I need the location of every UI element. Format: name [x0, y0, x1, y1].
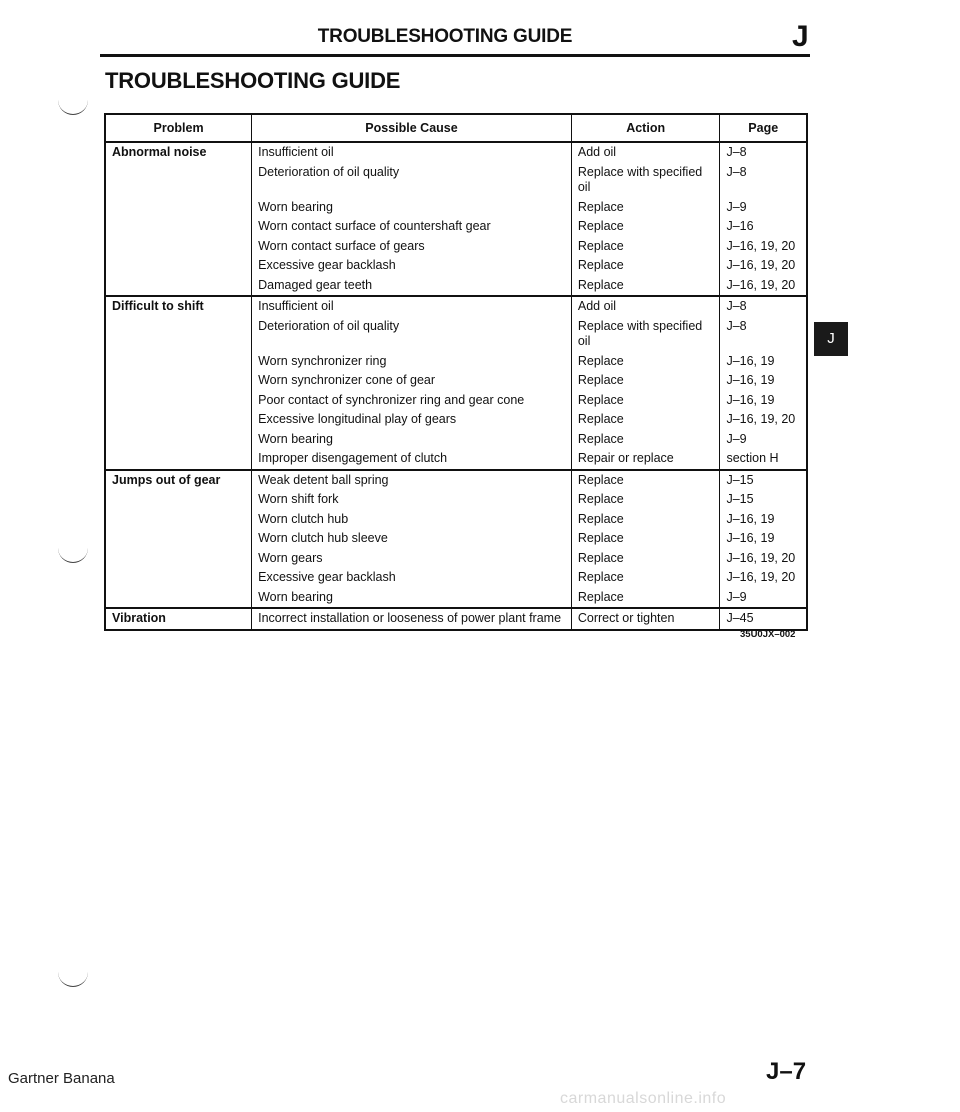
action-cell: Correct or tighten — [571, 608, 720, 630]
column-header-possible-cause: Possible Cause — [252, 114, 572, 142]
page-ref-cell: J–16, 19, 20 — [720, 276, 807, 297]
page-ref-cell: J–16, 19, 20 — [720, 256, 807, 276]
problem-cell: Abnormal noise — [105, 142, 252, 296]
action-cell: Replace — [571, 256, 720, 276]
column-header-problem: Problem — [105, 114, 252, 142]
page-ref-cell: J–16, 19, 20 — [720, 549, 807, 569]
action-cell: Replace — [571, 276, 720, 297]
action-cell: Replace — [571, 352, 720, 372]
page-ref-cell: J–8 — [720, 296, 807, 317]
troubleshooting-table — [104, 113, 808, 631]
page-ref-cell: J–15 — [720, 470, 807, 491]
action-cell: Replace — [571, 198, 720, 218]
action-cell: Replace — [571, 217, 720, 237]
table-row — [105, 142, 807, 163]
action-cell: Replace with specified oil — [571, 163, 720, 198]
possible-cause-cell: Deterioration of oil quality — [252, 163, 572, 198]
possible-cause-cell: Weak detent ball spring — [252, 470, 572, 491]
page-ref-cell: J–15 — [720, 490, 807, 510]
page-ref-cell: J–8 — [720, 163, 807, 198]
page-ref-cell: J–16 — [720, 217, 807, 237]
problem-cell: Jumps out of gear — [105, 470, 252, 609]
table-row — [105, 470, 807, 491]
margin-binding-mark — [58, 100, 88, 115]
table-body — [105, 142, 807, 630]
action-cell: Replace — [571, 410, 720, 430]
margin-binding-mark — [58, 548, 88, 563]
possible-cause-cell: Improper disengagement of clutch — [252, 449, 572, 470]
header-title: TROUBLESHOOTING GUIDE — [317, 26, 573, 47]
page-ref-cell: J–16, 19 — [720, 529, 807, 549]
section-tab: J — [814, 322, 848, 356]
possible-cause-cell: Worn shift fork — [252, 490, 572, 510]
page-ref-cell: J–16, 19 — [720, 391, 807, 411]
possible-cause-cell: Excessive gear backlash — [252, 256, 572, 276]
action-cell: Replace — [571, 568, 720, 588]
page-ref-cell: J–16, 19 — [720, 352, 807, 372]
possible-cause-cell: Incorrect installation or looseness of power plant frame — [252, 608, 572, 630]
table-row — [105, 296, 807, 317]
possible-cause-cell: Excessive gear backlash — [252, 568, 572, 588]
page-ref-cell: J–9 — [720, 430, 807, 450]
action-cell: Add oil — [571, 296, 720, 317]
margin-binding-mark — [58, 972, 88, 987]
possible-cause-cell: Excessive longitudinal play of gears — [252, 410, 572, 430]
watermark: carmanualsonline.info — [560, 1090, 727, 1107]
action-cell: Replace — [571, 430, 720, 450]
possible-cause-cell: Worn gears — [252, 549, 572, 569]
table-row — [105, 608, 807, 630]
action-cell: Replace — [571, 470, 720, 491]
header-rule — [100, 54, 810, 57]
column-header-page: Page — [720, 114, 807, 142]
page-ref-cell: J–16, 19, 20 — [720, 237, 807, 257]
action-cell: Replace — [571, 237, 720, 257]
action-cell: Replace — [571, 588, 720, 609]
possible-cause-cell: Damaged gear teeth — [252, 276, 572, 297]
possible-cause-cell: Worn bearing — [252, 198, 572, 218]
page-ref-cell: J–16, 19 — [720, 371, 807, 391]
possible-cause-cell: Worn clutch hub — [252, 510, 572, 530]
page-ref-cell: J–9 — [720, 198, 807, 218]
page-ref-cell: J–8 — [720, 142, 807, 163]
action-cell: Replace with specified oil — [571, 317, 720, 352]
possible-cause-cell: Worn bearing — [252, 430, 572, 450]
possible-cause-cell: Worn bearing — [252, 588, 572, 609]
action-cell: Replace — [571, 549, 720, 569]
page-ref-cell: J–16, 19 — [720, 510, 807, 530]
table-header-row — [105, 114, 807, 142]
possible-cause-cell: Worn contact surface of countershaft gear — [252, 217, 572, 237]
figure-code: 35U0JX–002 — [740, 629, 796, 640]
page-ref-cell: section H — [720, 449, 807, 470]
possible-cause-cell: Poor contact of synchronizer ring and gear cone — [252, 391, 572, 411]
page-ref-cell: J–45 — [720, 608, 807, 630]
footer-left-text: Gartner Banana — [8, 1070, 115, 1087]
action-cell: Replace — [571, 391, 720, 411]
possible-cause-cell: Insufficient oil — [252, 296, 572, 317]
action-cell: Add oil — [571, 142, 720, 163]
page-heading: TROUBLESHOOTING GUIDE — [105, 68, 401, 93]
page-ref-cell: J–16, 19, 20 — [720, 410, 807, 430]
action-cell: Replace — [571, 490, 720, 510]
possible-cause-cell: Worn contact surface of gears — [252, 237, 572, 257]
possible-cause-cell: Worn synchronizer ring — [252, 352, 572, 372]
column-header-action: Action — [571, 114, 720, 142]
action-cell: Repair or replace — [571, 449, 720, 470]
possible-cause-cell: Worn synchronizer cone of gear — [252, 371, 572, 391]
action-cell: Replace — [571, 510, 720, 530]
footer-page-number: J–7 — [766, 1058, 807, 1085]
possible-cause-cell: Worn clutch hub sleeve — [252, 529, 572, 549]
page-ref-cell: J–9 — [720, 588, 807, 609]
action-cell: Replace — [571, 371, 720, 391]
possible-cause-cell: Deterioration of oil quality — [252, 317, 572, 352]
problem-cell: Difficult to shift — [105, 296, 252, 470]
page-ref-cell: J–8 — [720, 317, 807, 352]
possible-cause-cell: Insufficient oil — [252, 142, 572, 163]
problem-cell: Vibration — [105, 608, 252, 630]
page-ref-cell: J–16, 19, 20 — [720, 568, 807, 588]
action-cell: Replace — [571, 529, 720, 549]
section-letter: J — [792, 20, 809, 53]
